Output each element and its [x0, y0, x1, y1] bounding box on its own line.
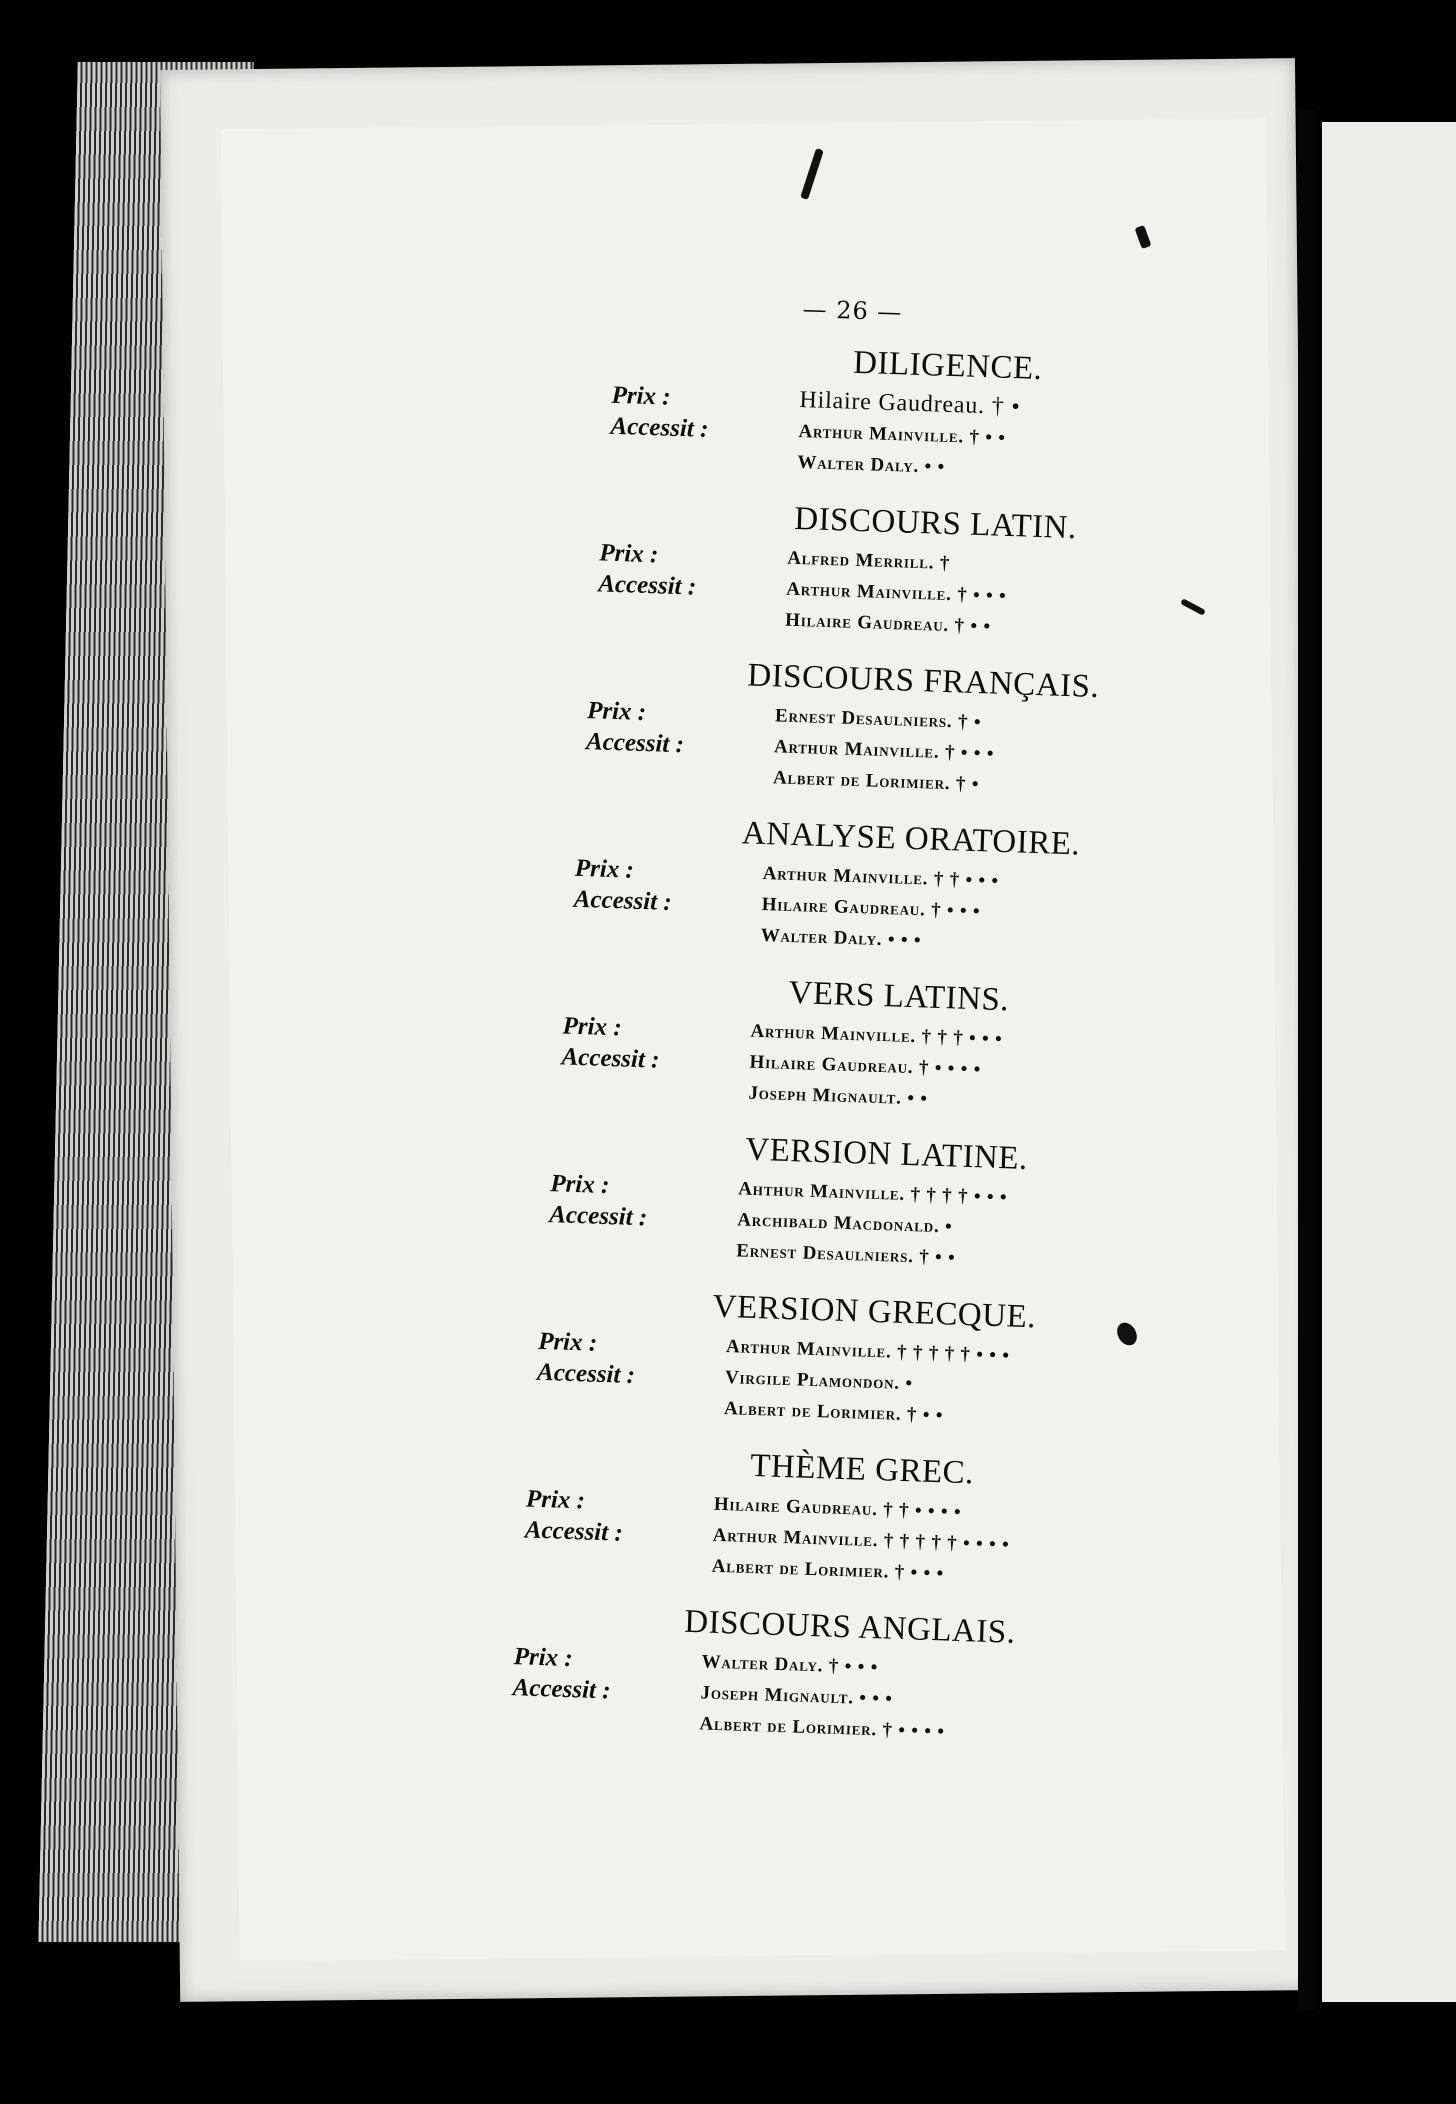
award-type-label: Accessit : — [548, 1201, 648, 1232]
student-name: Ahthur Mainville. † † † † • • • — [738, 1178, 1008, 1209]
student-name: Arthur Mainville. † • • — [798, 420, 1007, 449]
student-name: Joseph Mignault. • • • — [700, 1682, 894, 1710]
student-name: Hilaire Gaudreau. † • • — [784, 609, 992, 638]
prize-section — [560, 967, 1124, 1123]
student-name: Virgile Plamondon. • — [724, 1367, 914, 1395]
award-type-label: Prix : — [537, 1327, 598, 1357]
award-type-label: Accessit : — [597, 570, 697, 601]
section-title: DISCOURS LATIN. — [793, 500, 1078, 547]
student-name: Alfred Merrill. † — [786, 547, 951, 575]
student-name: Arthur Mainville. † † • • • — [762, 863, 1000, 892]
prize-section — [572, 810, 1136, 966]
award-type-label: Accessit : — [524, 1516, 624, 1547]
student-name: Albert de Lorimier. † • • • — [711, 1555, 945, 1585]
award-type-label: Prix : — [586, 697, 647, 727]
section-title: DISCOURS FRANÇAIS. — [746, 657, 1100, 706]
student-name: Albert de Lorimier. † • • — [723, 1398, 944, 1427]
student-name: Hilaire Gaudreau. † • — [799, 386, 1021, 421]
award-type-label: Prix : — [525, 1485, 586, 1515]
student-name: Walter Daly. † • • • — [701, 1651, 879, 1679]
award-type-label: Accessit : — [610, 412, 709, 443]
prize-section — [523, 1441, 1087, 1597]
award-type-label: Prix : — [513, 1643, 574, 1673]
award-type-label: Prix : — [598, 539, 659, 569]
prize-section — [584, 652, 1148, 808]
student-name: Ernest Desaulniers. † • • — [735, 1240, 956, 1269]
student-name: Arthur Mainville. † † † † † • • • • — [712, 1524, 1010, 1556]
section-title: VERS LATINS. — [788, 974, 1010, 1019]
student-name: Arthur Mainville. † • • • — [773, 736, 995, 765]
prize-section — [548, 1125, 1112, 1281]
prize-section — [597, 494, 1161, 650]
student-name: Ernest Desaulniers. † • — [774, 705, 982, 734]
award-type-label: Accessit : — [512, 1674, 611, 1705]
award-type-label: Prix : — [562, 1012, 623, 1042]
section-title: DISCOURS ANGLAIS. — [683, 1603, 1016, 1651]
student-name: Archibald Macdonald. • — [736, 1209, 953, 1238]
page-number: — 26 — — [802, 295, 903, 327]
student-name: Walter Daly. • • — [797, 451, 946, 478]
award-type-label: Accessit : — [536, 1358, 636, 1390]
section-title: DILIGENCE. — [852, 344, 1043, 387]
student-name: Arthur Mainville. † • • • — [785, 578, 1007, 607]
prize-section — [536, 1283, 1100, 1439]
section-title: VERSION GRECQUE. — [712, 1288, 1037, 1336]
prize-section — [609, 337, 1173, 493]
student-name: Arthur Mainville. † † † • • • — [750, 1020, 1003, 1051]
student-name: Albert de Lorimier. † • • • • — [699, 1713, 946, 1743]
student-name: Hilaire Gaudreau. † • • • — [761, 893, 981, 923]
award-type-label: Prix : — [549, 1170, 610, 1200]
section-title: THÈME GREC. — [749, 1447, 975, 1492]
student-name: Arthur Mainville. † † † † † • • • — [725, 1336, 1011, 1367]
student-name: Joseph Mignault. • • — [748, 1082, 929, 1110]
award-type-label: Prix : — [574, 854, 635, 884]
student-name: Hilaire Gaudreau. † † • • • • — [713, 1493, 962, 1523]
award-type-label: Accessit : — [585, 728, 685, 759]
section-title: ANALYSE ORATOIRE. — [741, 815, 1081, 863]
award-type-label: Accessit : — [561, 1043, 660, 1074]
student-name: Albert de Lorimier. † • — [772, 767, 980, 796]
award-type-label: Prix : — [611, 381, 672, 411]
student-name: Hilaire Gaudreau. † • • • • — [749, 1051, 982, 1081]
student-name: Walter Daly. • • • — [760, 924, 922, 952]
award-type-label: Accessit : — [573, 885, 673, 916]
prize-section — [511, 1598, 1075, 1754]
section-title: VERSION LATINE. — [744, 1131, 1029, 1177]
